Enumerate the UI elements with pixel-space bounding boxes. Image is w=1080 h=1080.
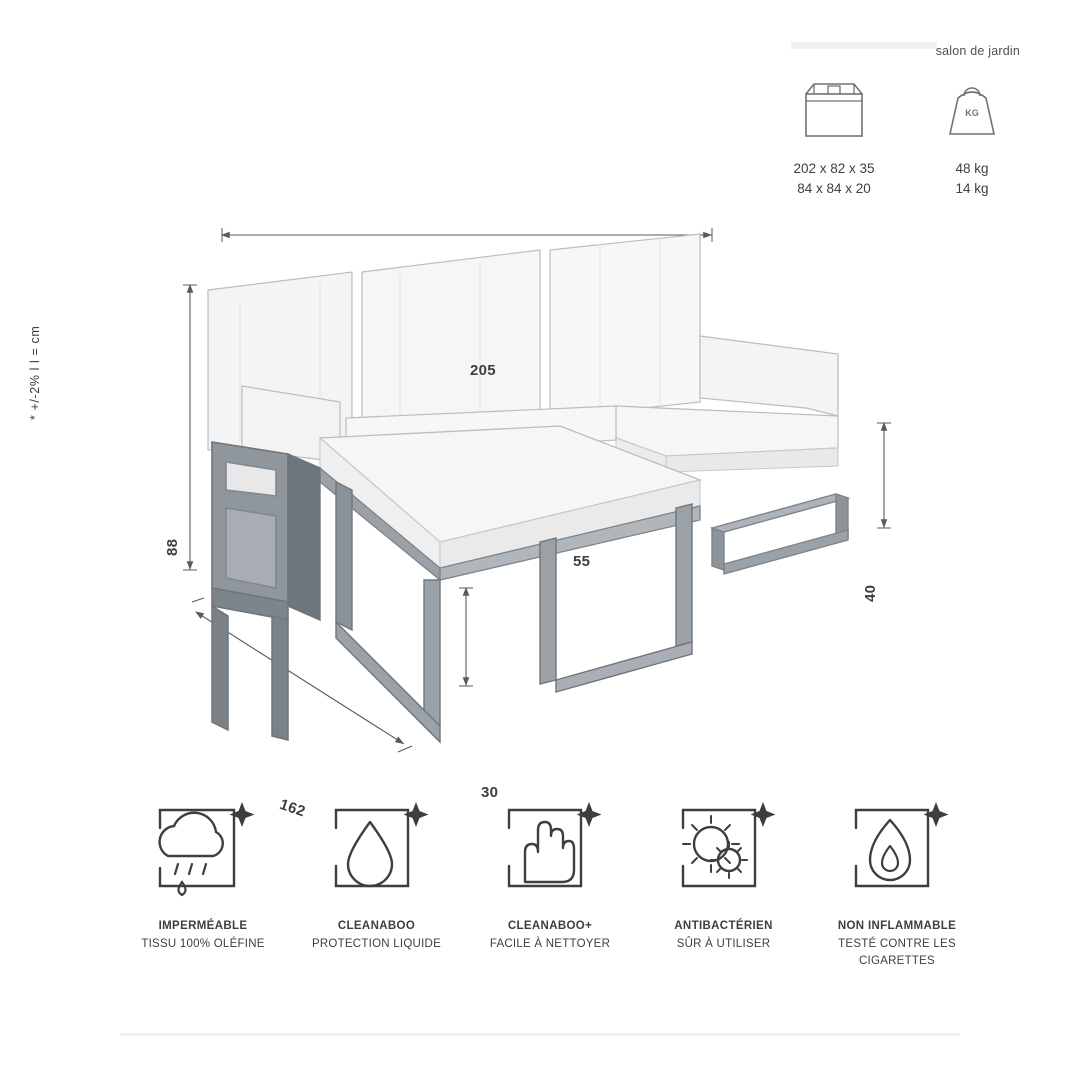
tolerance-note: * +/-2% l l = cm [28,325,42,420]
feature-item [294,790,460,969]
feature-title: IMPERMÉABLE [158,920,248,932]
rain-cloud-waterproof-icon [120,790,286,902]
box-dimension-line-1: 202 x 82 x 35 [793,161,875,176]
feature-subtitle: TESTÉ CONTRE LES CIGARETTES [838,938,956,967]
box-icon [786,74,882,149]
feature-subtitle: SÛR À UTILISER [676,938,771,950]
dimension-label-width: 205 [470,362,496,379]
antibacterial-germ-icon [641,790,807,902]
feature-item [120,790,286,969]
water-drop-sparkle-icon [294,790,460,902]
package-title: salon de jardin [935,44,1020,58]
feature-item [467,790,633,969]
sofa-technical-drawing [0,150,1080,821]
footer-divider [120,1033,960,1036]
feature-subtitle: PROTECTION LIQUIDE [311,938,442,950]
feature-item [814,790,980,969]
feature-subtitle: TISSU 100% OLÉFINE [141,938,265,950]
weight-line-1: 48 kg [955,161,989,176]
feature-item [641,790,807,969]
feature-title: CLEANABOO+ [507,920,593,932]
feature-title: ANTIBACTÉRIEN [674,920,773,932]
svg-text:KG: KG [965,108,979,118]
feature-title: CLEANABOO [337,920,416,932]
dimension-label-seat-height-front: 30 [481,784,499,801]
feature-subtitle: FACILE À NETTOYER [489,938,611,950]
feature-list [120,790,980,969]
wiping-hand-icon [467,790,633,902]
dimension-label-seat-depth: 55 [573,553,591,570]
weight-kg-icon [924,74,1020,149]
feature-title: NON INFLAMMABLE [837,920,957,932]
dimension-label-seat-height-back: 40 [862,584,879,602]
flame-non-flammable-icon [814,790,980,902]
dimension-label-depth: 162 [277,796,308,821]
box-dimension-line-2: 84 x 84 x 20 [797,180,871,196]
dimension-label-height: 88 [164,538,181,556]
weight-line-2: 14 kg [955,180,989,196]
